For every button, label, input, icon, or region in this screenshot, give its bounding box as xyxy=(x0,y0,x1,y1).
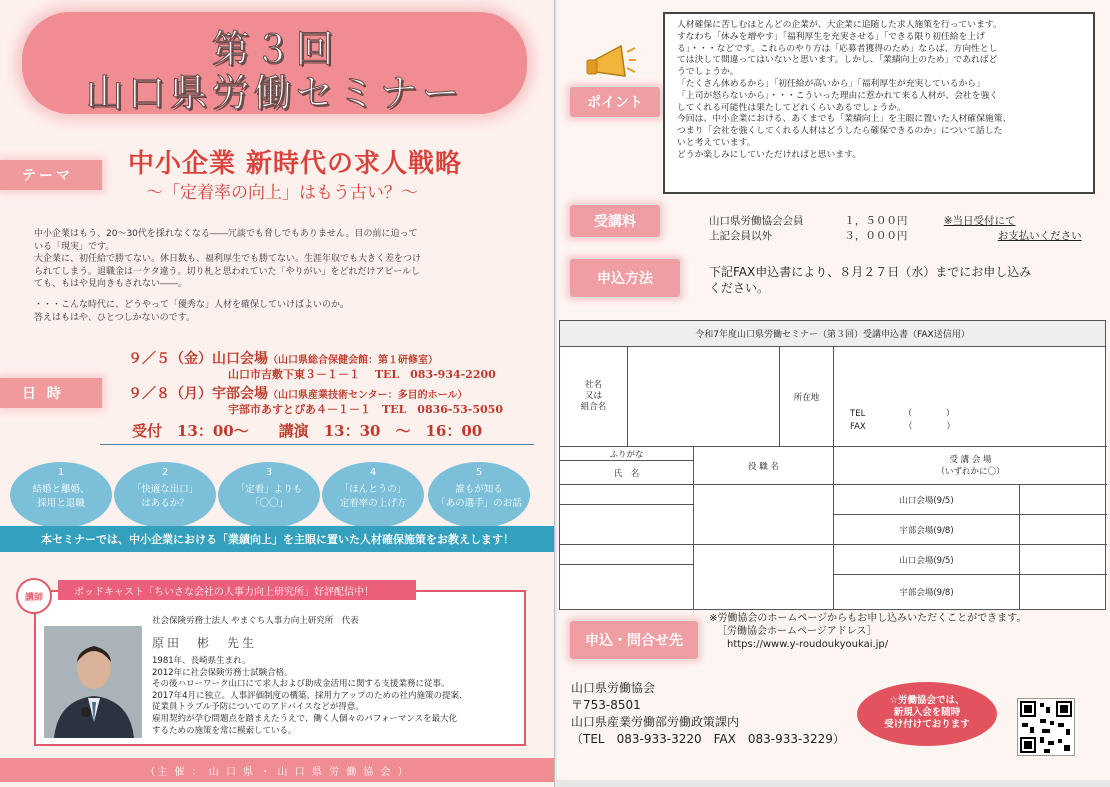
megaphone-icon xyxy=(585,42,637,90)
right-page xyxy=(557,0,1110,787)
form-venue-check[interactable] xyxy=(1020,545,1107,575)
topic-line: 誰もが知る xyxy=(455,484,503,495)
page-bottom xyxy=(557,780,1110,787)
intro-line: ・・・こんな時代に、どうやって「優秀な」人材を確保していけばよいのか。 xyxy=(34,299,350,310)
topic-line: 「定着」よりも xyxy=(235,484,303,495)
form-fax: FAX （ ） xyxy=(850,422,955,432)
theme-label: テーマ xyxy=(0,160,102,190)
form-venue-option[interactable]: 山口会場(9/5) xyxy=(834,545,1020,575)
divider xyxy=(100,444,534,445)
topic-line: 「あの選手」のお話 xyxy=(436,498,522,509)
point-line: 人材確保に苦しむほとんどの企業が、大企業に追随した求人施策を行っています。 xyxy=(677,20,1002,30)
topic-circle-4 xyxy=(322,462,424,528)
association-name: 山口県労働協会 xyxy=(571,681,656,695)
date-1 xyxy=(128,348,438,368)
method-line: ください。 xyxy=(709,281,770,295)
method-label: 申込方法 xyxy=(569,258,681,298)
association-zip: 〒753-8501 xyxy=(571,698,641,712)
form-venue-option[interactable]: 宇部会場(9/8) xyxy=(834,575,1020,609)
method-text xyxy=(709,264,1089,296)
bio-line: 2012年に社会保険労務士試験合格。 xyxy=(152,667,293,678)
form-venue-option[interactable]: 宇部会場(9/8) xyxy=(834,515,1020,545)
title-line-1: 第３回 xyxy=(211,27,338,71)
fee-note: ※当日受付にて xyxy=(943,215,1016,227)
topic-number: 3 xyxy=(265,467,273,478)
date-1-venue: （山口県総合保健会館：第１研修室） xyxy=(268,355,438,366)
form-tel: TEL （ ） xyxy=(850,409,955,419)
form-address-label: 所在地 xyxy=(780,347,834,447)
intro-line: ても、もはや見向きもされない――。 xyxy=(34,279,188,290)
bio-line: 2017年4月に独立。人事評価制度の構築、採用力アップのための社内施策の提案、 xyxy=(152,690,468,701)
bio-line: その後ハローワーク山口にて求人および助成金活用に関する支援業務に従事。 xyxy=(152,679,450,690)
bubble-line: 新規入会を随時 xyxy=(893,707,961,718)
intro-line: 中小企業はもう、20～30代を採れなくなる――冗談でも脅しでもありません。目の前に迫って xyxy=(34,229,418,239)
form-furigana-label: ふりがな xyxy=(560,447,694,461)
contact-label: 申込・問合せ先 xyxy=(569,620,699,660)
podcast-bar: ポッドキャスト「ちいさな会社の人事力向上研究所」好評配信中！ xyxy=(58,580,416,600)
topic-line: 「ほんとうの」 xyxy=(339,484,407,495)
form-post-field[interactable] xyxy=(694,485,834,545)
topic-number: 4 xyxy=(369,467,377,478)
bubble-line: ☆労働協会では、 xyxy=(889,695,965,706)
form-venue-sub-text: （いずれかに〇） xyxy=(936,466,1005,477)
lecturer-bio xyxy=(152,656,524,737)
contact-hp-label: ［労働協会ホームページアドレス］ xyxy=(717,626,877,637)
fee-amount: ３，０００円 xyxy=(844,230,908,242)
form-name-field[interactable] xyxy=(560,505,694,545)
form-venue-head xyxy=(834,447,1107,485)
lecturer-photo xyxy=(44,626,142,738)
point-line: 「上司が怒らないから」・・・こういった理由に惹かれて来る人材が、会社を強く xyxy=(677,90,999,101)
point-line: すなわち「休みを増やす」「福利厚生を充実させる」「できる限り初任給を上げ xyxy=(677,31,985,42)
form-company-field[interactable] xyxy=(628,347,780,447)
form-venue-check[interactable] xyxy=(1020,575,1107,609)
fee-label: 受講料 xyxy=(569,204,661,238)
theme-subtitle: ～「定着率の向上」はもう古い？～ xyxy=(146,183,418,203)
method-line: 下記FAX申込書により、８月２７日（水）までにお申し込み xyxy=(709,265,1032,279)
topic-number: 5 xyxy=(475,467,483,478)
form-company-label: 社名 又は 組合名 xyxy=(560,347,628,447)
title-line-2: 山口県労働セミナー xyxy=(85,71,464,115)
form-venue-option[interactable]: 山口会場(9/5) xyxy=(834,485,1020,515)
contact-url[interactable]: https://www.y-roudoukyoukai.jp/ xyxy=(727,639,889,650)
form-venue-check[interactable] xyxy=(1020,515,1107,545)
point-line: いと考えています。 xyxy=(677,137,756,148)
membership-bubble xyxy=(857,682,997,746)
date-1-address: 山口市吉敷下東３－１－１ TEL 083-934-2200 xyxy=(228,368,496,381)
point-line: つまり「会社を強くしてくれる人材はどうしたら確保できるのか」について話した xyxy=(677,126,1003,137)
bio-line: 従業員トラブル予防についてのアドバイスなどが得意。 xyxy=(152,702,364,713)
form-post-field[interactable] xyxy=(694,545,834,609)
intro-line: いる「現実」です。 xyxy=(34,241,115,252)
fax-application-form xyxy=(559,320,1106,610)
lecturer-badge: 講師 xyxy=(16,578,52,614)
date-label: 日 時 xyxy=(0,378,102,408)
form-post-label: 役 職 名 xyxy=(694,447,834,485)
point-line: ては決して間違ってはいないと思います。しかし、「業績向上のため」であればど xyxy=(677,55,998,66)
intro-line: 答えはもはや、ひとつしかないのです。 xyxy=(34,312,195,323)
time-schedule: 受付 13：00～ 講演 13：30 ～ 16：00 xyxy=(132,422,483,440)
form-name-label: 氏 名 xyxy=(560,461,694,485)
topic-line: 「快適な出口」 xyxy=(131,484,199,495)
intro-text xyxy=(34,228,524,324)
date-2-venue: （山口県産業技術センター：多目的ホール） xyxy=(268,390,468,401)
bio-line: 雇用契約が孕む問題点を踏まえたうえで、働く人個々のパフォーマンスを最大化 xyxy=(152,713,458,724)
seminar-banner: 本セミナーでは、中小企業における「業績向上」を主眼に置いた人材確保施策をお教えします！ xyxy=(0,526,555,552)
intro-line: 大企業に、初任給で勝てない。休日数も、福利厚生でも勝てない。生涯年収でも大きく差をつけ xyxy=(34,254,422,265)
theme-main-title: 中小企業 新時代の求人戦略 xyxy=(128,149,463,179)
topic-number: 1 xyxy=(57,467,65,478)
point-line: 今回は、中小企業における、あくまでも「業績向上」を主眼に置いた人材確保施策、 xyxy=(677,114,1012,125)
topic-circle-3 xyxy=(218,462,320,528)
point-line: うでしょうか。 xyxy=(677,67,739,78)
bio-line: するための施策を常に模索している。 xyxy=(152,725,297,736)
fee-who: 上記会員以外 xyxy=(709,230,772,242)
bubble-line: 受け付けております xyxy=(884,719,970,730)
topic-line: 定着率の上げ方 xyxy=(339,498,407,509)
point-label: ポイント xyxy=(569,86,661,118)
point-line: してくれる可能性は果たしてどれくらいあるでしょうか。 xyxy=(677,102,906,113)
date-2-text: ９／８（月）宇部会場 xyxy=(128,386,268,402)
point-line: 「たくさん休めるから」「初任給が高いから」「福利厚生が充実しているから」 xyxy=(677,78,985,89)
point-line: どうか楽しみにしていただければと思います。 xyxy=(677,149,862,160)
topic-number: 2 xyxy=(161,467,169,478)
date-1-text: ９／５（金）山口会場 xyxy=(128,351,268,367)
association-dept: 山口県産業労働部労働政策課内 xyxy=(571,715,740,729)
form-address-field[interactable] xyxy=(834,347,1107,447)
topic-line: 結婚と離婚、 xyxy=(32,484,90,495)
topic-line: 「〇〇」 xyxy=(249,498,288,509)
date-2 xyxy=(128,383,467,403)
form-furigana-field[interactable] xyxy=(560,545,694,565)
intro-line: られてしまう。退職金は一ケタ違う。切り札と思われていた「やりがい」をどれだけアピールし xyxy=(34,266,421,277)
lecturer-organization: 社会保険労務士法人 やまぐち人事力向上研究所 代表 xyxy=(152,616,359,626)
association-address xyxy=(571,680,845,748)
point-box xyxy=(663,12,1095,194)
lecturer-name: 原田 彬 先生 xyxy=(152,636,258,650)
form-name-field[interactable] xyxy=(560,565,694,609)
contact-note: ※労働協会のホームページからもお申し込みいただくことができます。 xyxy=(709,613,1027,624)
topic-line: はあるか？ xyxy=(141,498,189,509)
form-venue-head-text: 受 講 会 場 xyxy=(949,454,992,465)
qr-code-icon[interactable] xyxy=(1017,698,1075,756)
form-furigana-field[interactable] xyxy=(560,485,694,505)
fee-row-nonmember xyxy=(709,228,1082,243)
topic-circle-1 xyxy=(10,462,112,528)
topic-circle-5 xyxy=(428,462,530,528)
form-venue-check[interactable] xyxy=(1020,485,1107,515)
point-line: る」・・・などです。これらのやり方は「応募者獲得のため」ならば、方向性とし xyxy=(677,43,998,54)
fee-note: お支払いください xyxy=(997,230,1082,242)
fee-who: 山口県労働協会会員 xyxy=(709,215,804,227)
topic-circle-2 xyxy=(114,462,216,528)
organizer-footer: （主 催 ： 山 口 県 ・ 山 口 県 労 働 協 会 ） xyxy=(0,758,555,782)
bio-line: 1981年、長崎県生まれ。 xyxy=(152,656,251,666)
fee-row-member xyxy=(709,213,1016,228)
fee-amount: １，５００円 xyxy=(844,215,908,227)
form-title: 令和7年度山口県労働セミナー（第３回）受講申込書（FAX送信用） xyxy=(560,321,1105,347)
date-2-address: 宇部市あすとぴあ４－１－１ TEL 0836-53-5050 xyxy=(228,403,503,416)
contact-info xyxy=(709,612,1089,651)
association-tel: （TEL 083-933-3220 FAX 083-933-3229） xyxy=(571,732,845,746)
topic-line: 採用と退職 xyxy=(37,498,85,509)
